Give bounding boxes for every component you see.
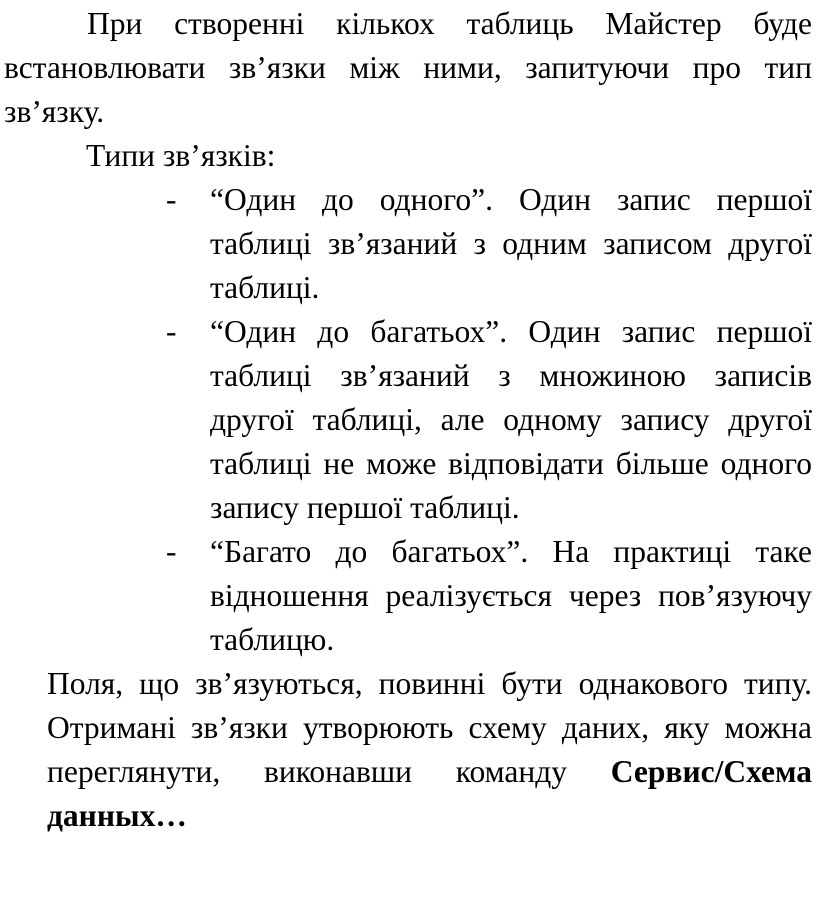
intro-paragraph: При створенні кількох таблиць Майстер буде встановлювати зв’язки між ними, запитуючи про тип зв’язку.: [4, 6, 812, 129]
closing-text: Поля, що зв’язуються, повинні бути однакового типу. Отримані зв’язки утворюють схему даних, яку можна переглянути, виконавши команду: [47, 666, 812, 789]
list-dash: -: [166, 182, 177, 217]
document-page: [0, 2, 816, 838]
list-item-one-to-many: [0, 310, 816, 530]
list-dash: -: [166, 534, 177, 569]
relation-types-list: [0, 178, 816, 662]
list-item-text: “Багато до багатьох”. На практиці таке відношення реалізується через пов’язуючу таблицю.: [210, 534, 812, 657]
closing-paragraph: [0, 662, 816, 838]
relation-types-heading: Типи зв’язків:: [86, 138, 276, 173]
menu-command: Сервис/Схема данных…: [47, 754, 813, 833]
list-item-one-to-one: [0, 178, 816, 310]
list-dash: -: [166, 314, 177, 349]
list-item-many-to-many: [0, 530, 816, 662]
list-item-text: “Один до одного”. Один запис першої таблиці зв’язаний з одним записом другої таблиці.: [210, 182, 812, 305]
list-item-text: “Один до багатьох”. Один запис першої таблиці зв’язаний з множиною записів другої таблиці, але одному запису другої таблиці не може відповідати більше одного запису першої таблиці.: [210, 314, 812, 525]
